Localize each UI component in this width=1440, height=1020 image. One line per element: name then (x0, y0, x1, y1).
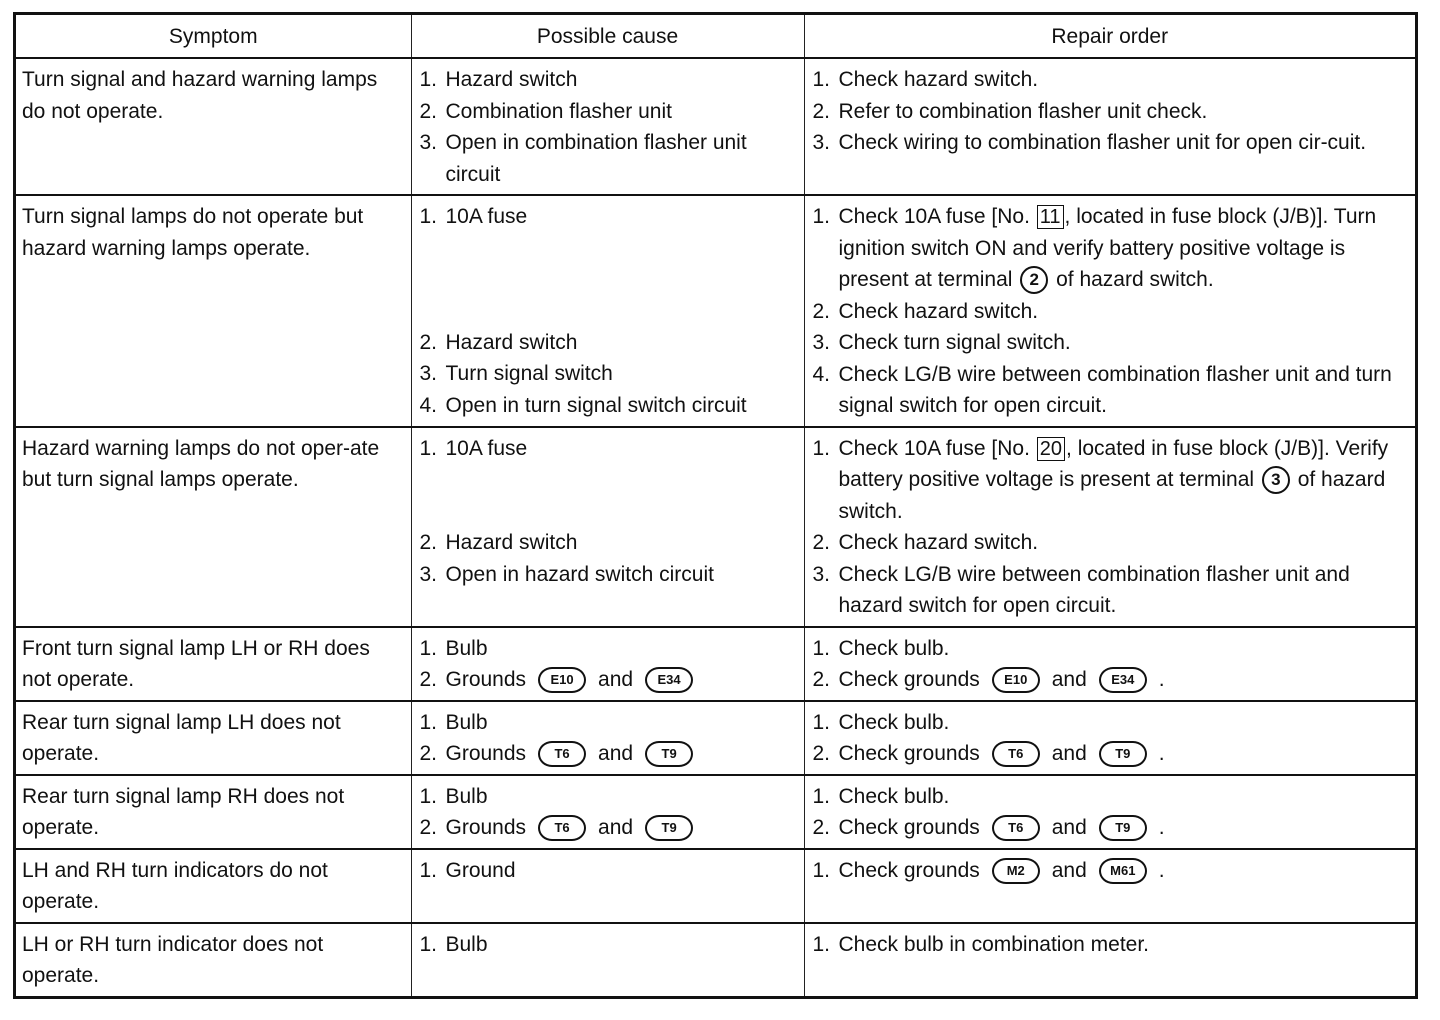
ground-connector-badge: T6 (992, 815, 1040, 841)
header-possible-cause: Possible cause (411, 15, 804, 58)
ground-connector-badge: T9 (1099, 741, 1147, 767)
cause-cell: 1. Bulb 2. Grounds E10 and E34 (411, 627, 804, 701)
table-row (16, 775, 1415, 849)
repair-cell: 1. Check bulb in combination meter. (804, 923, 1415, 996)
ground-connector-badge: T6 (538, 741, 586, 767)
cause-cell: 1. Ground (411, 849, 804, 923)
symptom-cell: Rear turn signal lamp LH does not operate. (16, 701, 411, 775)
header-symptom: Symptom (16, 15, 411, 58)
repair-cell: 1. Check bulb. 2. Check grounds E10 and E34 . (804, 627, 1415, 701)
table-row (16, 195, 1415, 427)
repair-cell: 1. Check bulb. 2. Check grounds T6 and T9 . (804, 701, 1415, 775)
symptom-cell: LH or RH turn indicator does not operate. (16, 923, 411, 996)
header-row (16, 15, 1415, 58)
cause-cell: 1. 10A fuse 2. Hazard switch 3. Turn signal switch 4. Open in turn signal switch circuit (411, 195, 804, 427)
cause-cell: 1. Bulb 2. Grounds T6 and T9 (411, 775, 804, 849)
table-row (16, 849, 1415, 923)
cause-cell: 1. Hazard switch 2. Combination flasher unit 3. Open in combination flasher unit circuit (411, 58, 804, 195)
symptom-cell: Turn signal and hazard warning lamps do not operate. (16, 58, 411, 195)
cause-cell: 1. 10A fuse 2. Hazard switch 3. Open in hazard switch circuit (411, 427, 804, 627)
symptom-cell: Front turn signal lamp LH or RH does not operate. (16, 627, 411, 701)
fuse-number-box: 20 (1037, 437, 1065, 461)
repair-cell: 1. Check 10A fuse [No. 20 , located in fuse block (J/B)]. Verify battery positive voltage is present at terminal 3 of hazard switch. 2. Check hazard switch. 3. Check LG/B wire between combination flasher unit and hazard switch for open circuit. (804, 427, 1415, 627)
ground-connector-badge: T9 (645, 815, 693, 841)
repair-cell: 1. Check bulb. 2. Check grounds T6 and T9 . (804, 775, 1415, 849)
table-row (16, 58, 1415, 195)
cause-cell: 1. Bulb 2. Grounds T6 and T9 (411, 701, 804, 775)
table-row (16, 923, 1415, 996)
header-repair-order: Repair order (804, 15, 1415, 58)
ground-connector-badge: E34 (1099, 667, 1147, 693)
cause-cell: 1. Bulb (411, 923, 804, 996)
ground-connector-badge: M2 (992, 858, 1040, 884)
diagnosis-table (13, 12, 1418, 999)
repair-cell: 1. Check 10A fuse [No. 11 , located in fuse block (J/B)]. Turn ignition switch ON and verify battery positive voltage is present at terminal 2 of hazard switch. 2. Check hazard switch. 3. Check turn signal switch. 4. Check LG/B wire between combination flasher unit and turn signal switch for open circuit. (804, 195, 1415, 427)
table-row (16, 627, 1415, 701)
table-row (16, 427, 1415, 627)
symptom-cell: Turn signal lamps do not operate but hazard warning lamps operate. (16, 195, 411, 427)
ground-connector-badge: E10 (992, 667, 1040, 693)
table-row (16, 701, 1415, 775)
repair-cell: 1. Check grounds M2 and M61 . (804, 849, 1415, 923)
fuse-number-box: 11 (1037, 205, 1064, 229)
ground-connector-badge: M61 (1099, 858, 1147, 884)
ground-connector-badge: E34 (645, 667, 693, 693)
symptom-cell: Rear turn signal lamp RH does not operate. (16, 775, 411, 849)
ground-connector-badge: T6 (992, 741, 1040, 767)
ground-connector-badge: T6 (538, 815, 586, 841)
symptom-cell: Hazard warning lamps do not oper-ate but turn signal lamps operate. (16, 427, 411, 627)
ground-connector-badge: E10 (538, 667, 586, 693)
terminal-number-circle: 2 (1020, 266, 1048, 294)
ground-connector-badge: T9 (645, 741, 693, 767)
repair-cell: 1. Check hazard switch. 2. Refer to combination flasher unit check. 3. Check wiring to combination flasher unit for open cir-cuit. (804, 58, 1415, 195)
symptom-cell: LH and RH turn indicators do not operate. (16, 849, 411, 923)
ground-connector-badge: T9 (1099, 815, 1147, 841)
terminal-number-circle: 3 (1262, 466, 1290, 494)
